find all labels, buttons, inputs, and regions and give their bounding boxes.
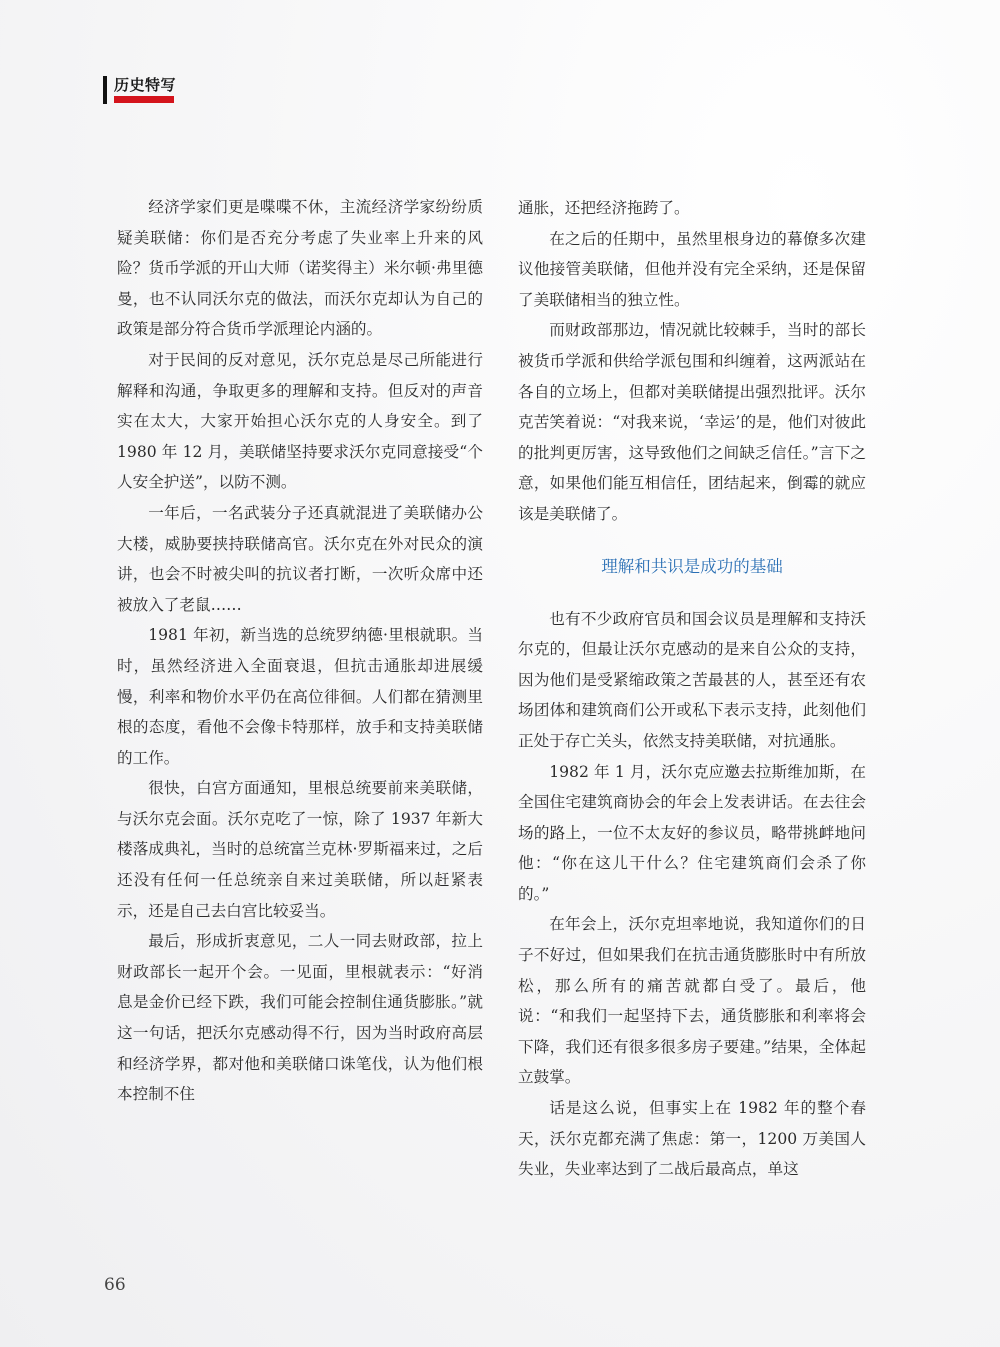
page-number: 66 <box>104 1275 126 1295</box>
paragraph: 经济学家们更是喋喋不休，主流经济学家纷纷质疑美联储：你们是否充分考虑了失业率上升来的风险？货币学派的开山大师（诺奖得主）米尔顿·弗里德曼，也不认同沃尔克的做法，而沃尔克却认为自己的政策是部分符合货币学派理论内涵的。 <box>117 198 483 339</box>
paragraph: 在年会上，沃尔克坦率地说，我知道你们的日子不好过，但如果我们在抗击通货膨胀时中有所放松，那么所有的痛苦就都白受了。最后，他说：“和我们一起坚持下去，通货膨胀和利率将会下降，我们还有很多很多房子要建。”结果，全体起立鼓掌。 <box>518 915 866 1087</box>
header-bar <box>103 76 107 104</box>
paragraph: 话是这么说，但事实上在 1982 年的整个春天，沃尔克都充满了焦虑：第一，1200 万美国人失业，失业率达到了二战后最高点，单这 <box>518 1099 866 1179</box>
left-column <box>117 192 483 1110</box>
header-red-underline <box>114 96 174 103</box>
paragraph-continuation: 通胀，还把经济拖跨了。 <box>518 199 690 217</box>
paragraph: 1982 年 1 月，沃尔克应邀去拉斯维加斯，在全国住宅建筑商协会的年会上发表讲话。在去往会场的路上，一位不太友好的参议员，略带挑衅地问他：“你在这儿干什么？住宅建筑商们会杀了你的。” <box>518 762 866 903</box>
section-header <box>103 74 178 104</box>
paragraph: 1981 年初，新当选的总统罗纳德·里根就职。当时，虽然经济进入全面衰退，但抗击通胀却进展缓慢，利率和物价水平仍在高位徘徊。人们都在猜测里根的态度，看他不会像卡特那样，放手和支持美联储的工作。 <box>117 626 483 767</box>
section-label: 历史特写 <box>114 76 177 94</box>
paragraph: 在之后的任期中，虽然里根身边的幕僚多次建议他接管美联储，但他并没有完全采纳，还是保留了美联储相当的独立性。 <box>518 229 866 309</box>
section-heading: 理解和共识是成功的基础 <box>601 556 783 576</box>
right-column <box>518 193 866 1185</box>
paragraph: 对于民间的反对意见，沃尔克总是尽己所能进行解释和沟通，争取更多的理解和支持。但反对的声音实在太大，大家开始担心沃尔克的人身安全。到了 1980 年 12 月，美联储坚持要求沃尔克同意接受“个人安全护送”，以防不测。 <box>117 350 483 492</box>
paragraph: 最后，形成折衷意见，二人一同去财政部，拉上财政部长一起开个会。一见面，里根就表示：“好消息是金价已经下跌，我们可能会控制住通货膨胀。”就这一句话，把沃尔克感动得不行，因为当时政府高层和经济学界，都对他和美联储口诛笔伐，认为他们根本控制不住 <box>117 932 483 1104</box>
paragraph: 而财政部那边，情况就比较棘手，当时的部长被货币学派和供给学派包围和纠缠着，这两派站在各自的立场上，但都对美联储提出强烈批评。沃尔克苦笑着说：“对我来说，‘幸运’的是，他们对彼此的批判更厉害，这导致他们之间缺乏信任。”言下之意，如果他们能互相信任，团结起来，倒霉的就应该是美联储了。 <box>518 321 866 523</box>
paragraph: 也有不少政府官员和国会议员是理解和支持沃尔克的，但最让沃尔克感动的是来自公众的支持，因为他们是受紧缩政策之苦最甚的人，甚至还有农场团体和建筑商们公开或私下表示支持，此刻他们正处于存亡关头，依然支持美联储，对抗通胀。 <box>518 609 866 750</box>
paragraph: 很快，白宫方面通知，里根总统要前来美联储，与沃尔克会面。沃尔克吃了一惊，除了 1937 年新大楼落成典礼，当时的总统富兰克林·罗斯福来过，之后还没有任何一任总统亲自来过美联储，所以赶紧表示，还是自己去白宫比较妥当。 <box>117 779 483 920</box>
paragraph: 一年后，一名武装分子还真就混进了美联储办公大楼，威胁要挟持联储高官。沃尔克在外对民众的演讲，也会不时被尖叫的抗议者打断，一次听众席中还被放入了老鼠…… <box>117 503 483 614</box>
